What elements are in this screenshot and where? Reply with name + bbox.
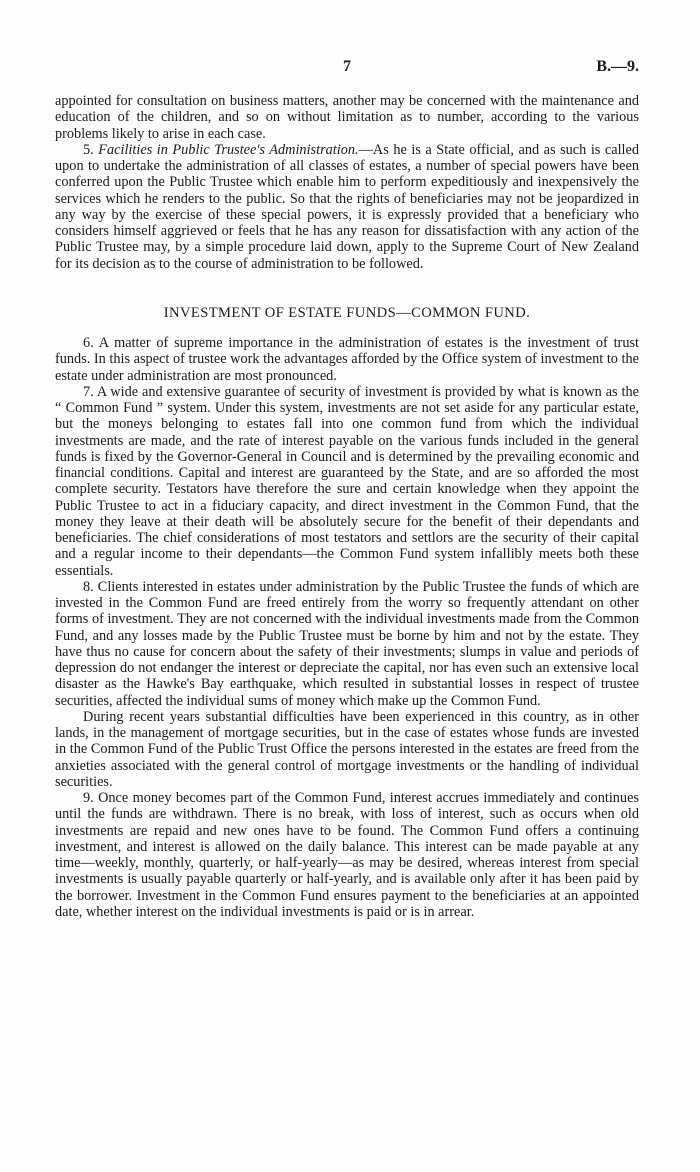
paragraph-7: 7. A wide and extensive guarantee of security of investment is provided by what is known as the “ Common Fund ” system. Under this system, investments are not set aside for any particular estate, but the moneys belonging to estates fall into one common fund from which the individual investments are made, and the rate of interest payable on the various funds included in the general funds is fixed by the Governor-General in Council and is determined by the prevailing economic and financial conditions. Capital and interest are guaranteed by the State, and are so afforded the most complete security. Testators have therefore the sure and certain knowledge when they appoint the Public Trustee to act in a fiduciary capacity, and direct investment in the Common Fund, that the money they leave at their death will be absolutely secure for the benefit of their dependants and beneficiaries. The chief considerations of most testators and settlors are the security of their capital and a regular income to their dependants—the Common Fund system infallibly meets both these essentials. — [55, 383, 639, 579]
paragraph-5-title: Facilities in Public Trustee's Administration. — [98, 141, 359, 158]
page-number: 7 — [343, 58, 351, 75]
paragraph-8-continued: During recent years substantial difficulties have been experienced in this country, as in other lands, in the management of mortgage securities, but in the case of estates whose funds are invested in the Common Fund of the Public Trust Office the persons interested in the estates are freed from the anxieties associated with the general control of mortgage investments or the handling of individual securities. — [55, 708, 639, 790]
document-reference: B.—9. — [596, 58, 639, 75]
paragraph-5 — [55, 142, 639, 272]
paragraph-8: 8. Clients interested in estates under administration by the Public Trustee the funds of which are invested in the Common Fund are freed entirely from the worry so frequently attendant on other forms of investment. They are not concerned with the individual investments made from the Common Fund, and any losses made by the Public Trustee must be borne by him and not by the estate. They have thus no cause for concern about the safety of their investments; slumps in value and periods of depression do not endanger the interest or depreciate the capital, nor has even such an extensive local disaster as the Hawke's Bay earthquake, which resulted in substantial losses in respect of trustee securities, affected the individual sums of money which make up the Common Fund. — [55, 578, 639, 709]
body-text — [55, 93, 639, 920]
paragraph-6: 6. A matter of supreme importance in the administration of estates is the investment of trust funds. In this aspect of trustee work the advantages afforded by the Office system of investment to the estate under administration are most pronounced. — [55, 335, 639, 384]
page-header — [55, 58, 639, 78]
paragraph-9: 9. Once money becomes part of the Common Fund, interest accrues immediately and continues until the funds are withdrawn. There is no break, with loss of interest, such as occurs when old investments are repaid and new ones have to be found. The Common Fund offers a continuing investment, and interest is allowed on the daily balance. This interest can be made payable at any time—weekly, monthly, quarterly, or half-yearly—as may be desired, whereas interest from special investments is usually payable quarterly or half-yearly, and is available only after it has been paid by the borrower. Investment in the Common Fund ensures payment to the beneficiaries at an appointed date, whether interest on the individual investments is paid or is in arrear. — [55, 790, 639, 920]
paragraph-5-text: —As he is a State official, and as such is called upon to undertake the administration of all classes of estates, a number of special powers have been conferred upon the Public Trustee which enable him to perform expeditiously and inexpensively the services which he renders to the public. So that the rights of beneficiaries may not be jeopardized in any way by the exercise of these special powers, it is expressly provided that a beneficiary who considers himself aggrieved or feels that he has any reason for dissatisfaction with any action of the Public Trustee may, by a simple procedure laid down, apply to the Supreme Court of New Zealand for its decision as to the course of administration to be followed. — [55, 141, 640, 272]
intro-continuation-paragraph: appointed for consultation on business matters, another may be concerned with the maintenance and education of the children, and so on without limitation as to number, according to the various problems likely to arise in each case. — [55, 93, 639, 142]
paragraph-5-number: 5. — [83, 141, 94, 158]
section-heading: INVESTMENT OF ESTATE FUNDS—COMMON FUND. — [163, 304, 531, 321]
